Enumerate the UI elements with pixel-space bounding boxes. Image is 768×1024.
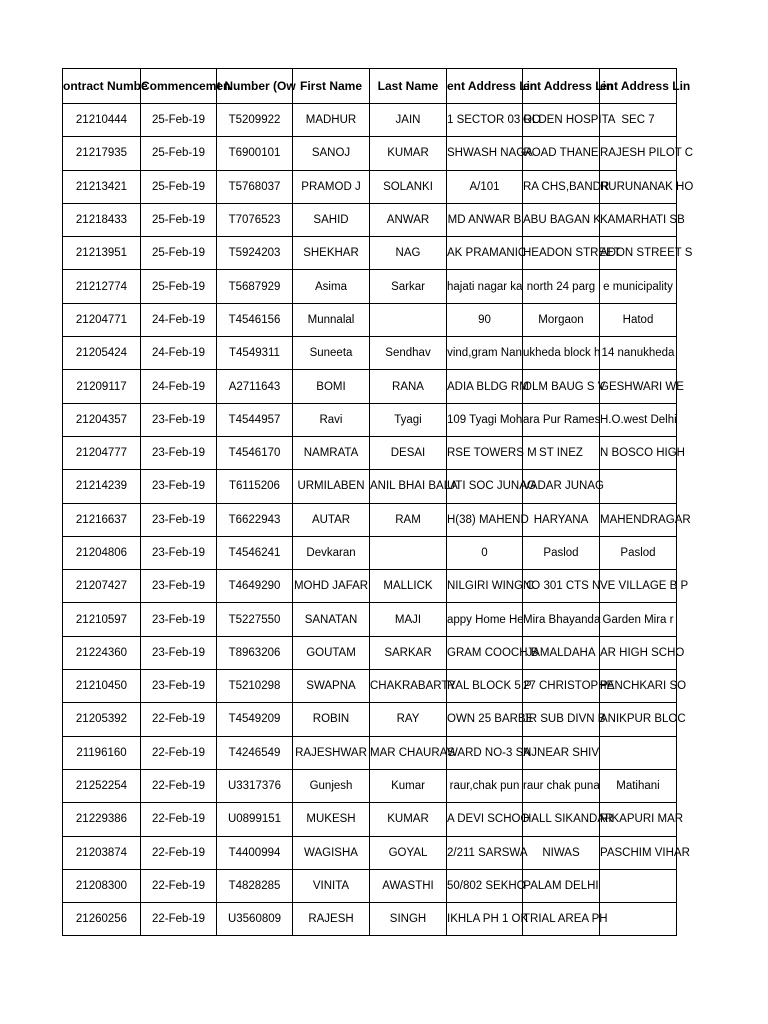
cell-last-name: CHAKRABARTY bbox=[370, 670, 447, 703]
cell-ticket-number: T5687929 bbox=[217, 270, 293, 303]
cell-address-line-3: AR HIGH SCHO bbox=[600, 636, 677, 669]
cell-address-line-2: OLDEN HOSPITA bbox=[523, 104, 600, 137]
cell-first-name: Asima bbox=[293, 270, 370, 303]
cell-ticket-number: T4649290 bbox=[217, 570, 293, 603]
cell-commencement: 23-Feb-19 bbox=[141, 403, 217, 436]
cell-address-line-1: AK PRAMANIC bbox=[447, 237, 523, 270]
cell-first-name: SAHID bbox=[293, 203, 370, 236]
cell-commencement: 25-Feb-19 bbox=[141, 170, 217, 203]
cell-contract-number: 21210444 bbox=[63, 104, 141, 137]
cell-commencement: 23-Feb-19 bbox=[141, 670, 217, 703]
table-header bbox=[63, 69, 691, 104]
cell-contract-number: 21213951 bbox=[63, 237, 141, 270]
cell-address-line-2: Morgaon bbox=[523, 303, 600, 336]
cell-contract-number: 21203874 bbox=[63, 836, 141, 869]
cell-address-line-1: 0 bbox=[447, 536, 523, 569]
cell-address-line-3: GESHWARI WE bbox=[600, 370, 677, 403]
cell-address-line-2: RA CHS,BANDR bbox=[523, 170, 600, 203]
cell-address-line-2: PALAM DELHI bbox=[523, 869, 600, 902]
cell-last-name: MAJI bbox=[370, 603, 447, 636]
cell-address-line-3: Garden Mira r bbox=[600, 603, 677, 636]
cell-contract-number: 21216637 bbox=[63, 503, 141, 536]
cell-address-line-2: 27 CHRISTOPHE bbox=[523, 670, 600, 703]
cell-commencement: 22-Feb-19 bbox=[141, 903, 217, 936]
cell-address-line-1: hajati nagar ka bbox=[447, 270, 523, 303]
cell-address-line-1: MD ANWAR B bbox=[447, 203, 523, 236]
cell-address-line-1: 2/211 SARSWA bbox=[447, 836, 523, 869]
cell-ticket-number: T8963206 bbox=[217, 636, 293, 669]
table-body bbox=[63, 104, 694, 936]
cell-address-line-3: H.O.west Delhi bbox=[600, 403, 677, 436]
cell-commencement: 25-Feb-19 bbox=[141, 270, 217, 303]
table-row bbox=[63, 403, 677, 436]
cell-last-name: DESAI bbox=[370, 436, 447, 469]
cell-commencement: 23-Feb-19 bbox=[141, 503, 217, 536]
cell-last-name: RAM bbox=[370, 503, 447, 536]
table-row bbox=[63, 536, 677, 569]
cell-address-line-1: 1 SECTOR 03 RO bbox=[447, 104, 523, 137]
cell-ticket-number: A2711643 bbox=[217, 370, 293, 403]
table-row bbox=[63, 769, 677, 802]
cell-address-line-3: Paslod bbox=[600, 536, 677, 569]
cell-contract-number: 21204357 bbox=[63, 403, 141, 436]
table-row bbox=[63, 170, 677, 203]
cell-address-line-1: UTI SOC JUNAG bbox=[447, 470, 523, 503]
cell-commencement: 22-Feb-19 bbox=[141, 769, 217, 802]
cell-address-line-3 bbox=[600, 869, 677, 902]
cell-ticket-number: T4546241 bbox=[217, 536, 293, 569]
header-contract-number: ontract Numbe bbox=[63, 69, 141, 104]
cell-address-line-2: TRIAL AREA PH bbox=[523, 903, 600, 936]
cell-ticket-number: T5210298 bbox=[217, 670, 293, 703]
cell-address-line-3: KAMARHATI SB bbox=[600, 203, 677, 236]
cell-last-name: NAG bbox=[370, 237, 447, 270]
cell-address-line-3: PASCHIM VIHAR bbox=[600, 836, 677, 869]
cell-address-line-1: A DEVI SCHOO bbox=[447, 803, 523, 836]
cell-address-line-2: VADAR JUNAG bbox=[523, 470, 600, 503]
cell-first-name: VINITA bbox=[293, 869, 370, 902]
cell-contract-number: 21252254 bbox=[63, 769, 141, 802]
cell-address-line-1: A/101 bbox=[447, 170, 523, 203]
header-last-name: Last Name bbox=[370, 69, 447, 104]
cell-commencement: 22-Feb-19 bbox=[141, 836, 217, 869]
cell-last-name: ANIL BHAI BALA bbox=[370, 470, 447, 503]
cell-last-name: JAIN bbox=[370, 104, 447, 137]
cell-ticket-number: T6622943 bbox=[217, 503, 293, 536]
cell-address-line-1: 109 Tyagi Moh bbox=[447, 403, 523, 436]
cell-address-line-2: NO 301 CTS N bbox=[523, 570, 600, 603]
cell-last-name bbox=[370, 536, 447, 569]
table-row bbox=[63, 370, 677, 403]
cell-ticket-number: T5924203 bbox=[217, 237, 293, 270]
cell-ticket-number: U3560809 bbox=[217, 903, 293, 936]
cell-first-name: BOMI bbox=[293, 370, 370, 403]
cell-address-line-1: IKHLA PH 1 OK bbox=[447, 903, 523, 936]
cell-first-name: Gunjesh bbox=[293, 769, 370, 802]
cell-last-name: SINGH bbox=[370, 903, 447, 936]
table-row bbox=[63, 104, 677, 137]
cell-last-name: MALLICK bbox=[370, 570, 447, 603]
cell-ticket-number: T4549209 bbox=[217, 703, 293, 736]
cell-contract-number: 21207427 bbox=[63, 570, 141, 603]
cell-ticket-number: T4546156 bbox=[217, 303, 293, 336]
cell-ticket-number: T6115206 bbox=[217, 470, 293, 503]
cell-commencement: 24-Feb-19 bbox=[141, 337, 217, 370]
cell-commencement: 22-Feb-19 bbox=[141, 803, 217, 836]
table-row bbox=[63, 869, 677, 902]
cell-ticket-number: U3317376 bbox=[217, 769, 293, 802]
table-row bbox=[63, 303, 677, 336]
table-row bbox=[63, 503, 677, 536]
cell-address-line-3: e municipality bbox=[600, 270, 677, 303]
cell-address-line-1: GRAM COOCH B bbox=[447, 636, 523, 669]
cell-address-line-2: ukheda block h bbox=[523, 337, 600, 370]
table-row bbox=[63, 903, 677, 936]
header-address-line-1: ent Address Lin bbox=[447, 69, 523, 104]
cell-address-line-2: ABU BAGAN K bbox=[523, 203, 600, 236]
cell-commencement: 23-Feb-19 bbox=[141, 603, 217, 636]
cell-first-name: SWAPNA bbox=[293, 670, 370, 703]
cell-address-line-3: N BOSCO HIGH bbox=[600, 436, 677, 469]
cell-contract-number: 21229386 bbox=[63, 803, 141, 836]
cell-address-line-2: JR SUB DIVN B bbox=[523, 703, 600, 736]
cell-address-line-1: raur,chak pun bbox=[447, 769, 523, 802]
table-row bbox=[63, 237, 677, 270]
cell-address-line-1: vind,gram Nan bbox=[447, 337, 523, 370]
cell-first-name: RAJESHWAR bbox=[293, 736, 370, 769]
cell-first-name: SHEKHAR bbox=[293, 237, 370, 270]
cell-commencement: 25-Feb-19 bbox=[141, 203, 217, 236]
cell-first-name: RAJESH bbox=[293, 903, 370, 936]
cell-address-line-3: VE VILLAGE B P bbox=[600, 570, 677, 603]
cell-ticket-number: T4546170 bbox=[217, 436, 293, 469]
cell-address-line-3: PANCHKARI SO bbox=[600, 670, 677, 703]
cell-first-name: AUTAR bbox=[293, 503, 370, 536]
cell-ticket-number: T4828285 bbox=[217, 869, 293, 902]
table-row bbox=[63, 670, 677, 703]
cell-address-line-2: JAMALDAHA bbox=[523, 636, 600, 669]
cell-first-name: Munnalal bbox=[293, 303, 370, 336]
cell-commencement: 22-Feb-19 bbox=[141, 869, 217, 902]
cell-address-line-3: Hatod bbox=[600, 303, 677, 336]
cell-address-line-1: SHWASH NAGA bbox=[447, 137, 523, 170]
cell-commencement: 25-Feb-19 bbox=[141, 104, 217, 137]
cell-first-name: Devkaran bbox=[293, 536, 370, 569]
cell-address-line-1: 50/802 SEKHO bbox=[447, 869, 523, 902]
cell-commencement: 23-Feb-19 bbox=[141, 570, 217, 603]
cell-address-line-3: RAJESH PILOT C bbox=[600, 137, 677, 170]
cell-address-line-1: WARD NO-3 SA bbox=[447, 736, 523, 769]
cell-address-line-2: NJNEAR SHIV bbox=[523, 736, 600, 769]
cell-address-line-2: OLM BAUG S V bbox=[523, 370, 600, 403]
cell-contract-number: 21210450 bbox=[63, 670, 141, 703]
cell-last-name: Kumar bbox=[370, 769, 447, 802]
cell-address-line-3 bbox=[600, 903, 677, 936]
cell-contract-number: 21204806 bbox=[63, 536, 141, 569]
cell-contract-number: 21217935 bbox=[63, 137, 141, 170]
cell-first-name: MOHD JAFAR bbox=[293, 570, 370, 603]
cell-address-line-3 bbox=[600, 470, 677, 503]
cell-ticket-number: T5227550 bbox=[217, 603, 293, 636]
cell-address-line-2: HEADON STREET bbox=[523, 237, 600, 270]
cell-address-line-2: ara Pur Rames bbox=[523, 403, 600, 436]
cell-address-line-3: RURUNANAK HO bbox=[600, 170, 677, 203]
cell-ticket-number: T4544957 bbox=[217, 403, 293, 436]
cell-last-name: MAR CHAURAS bbox=[370, 736, 447, 769]
cell-first-name: Suneeta bbox=[293, 337, 370, 370]
cell-last-name: KUMAR bbox=[370, 137, 447, 170]
cell-address-line-3: MAHENDRAGAR bbox=[600, 503, 677, 536]
cell-commencement: 25-Feb-19 bbox=[141, 237, 217, 270]
cell-address-line-1: NILGIRI WING C bbox=[447, 570, 523, 603]
cell-contract-number: 21208300 bbox=[63, 869, 141, 902]
cell-ticket-number: T5768037 bbox=[217, 170, 293, 203]
cell-address-line-3: 14 nanukheda bbox=[600, 337, 677, 370]
cell-contract-number: 21209117 bbox=[63, 370, 141, 403]
cell-contract-number: 21205424 bbox=[63, 337, 141, 370]
cell-address-line-3: ADON STREET S bbox=[600, 237, 677, 270]
cell-ticket-number: U0899151 bbox=[217, 803, 293, 836]
table-row bbox=[63, 203, 677, 236]
cell-ticket-number: T7076523 bbox=[217, 203, 293, 236]
cell-commencement: 24-Feb-19 bbox=[141, 370, 217, 403]
table-row bbox=[63, 137, 677, 170]
cell-contract-number: 21205392 bbox=[63, 703, 141, 736]
cell-address-line-3: RIKAPURI MAR bbox=[600, 803, 677, 836]
cell-commencement: 24-Feb-19 bbox=[141, 303, 217, 336]
cell-address-line-1: OWN 25 BARBE bbox=[447, 703, 523, 736]
header-first-name: First Name bbox=[293, 69, 370, 104]
table-row bbox=[63, 337, 677, 370]
cell-commencement: 23-Feb-19 bbox=[141, 470, 217, 503]
cell-first-name: SANOJ bbox=[293, 137, 370, 170]
cell-ticket-number: T4549311 bbox=[217, 337, 293, 370]
cell-address-line-3: ANIKPUR BLOC bbox=[600, 703, 677, 736]
cell-address-line-2: HARYANA bbox=[523, 503, 600, 536]
cell-last-name: Tyagi bbox=[370, 403, 447, 436]
cell-address-line-2: NIWAS bbox=[523, 836, 600, 869]
cell-address-line-1: RSE TOWERS M bbox=[447, 436, 523, 469]
cell-last-name: GOYAL bbox=[370, 836, 447, 869]
header-ticket-number: t Number (Ow bbox=[217, 69, 293, 104]
cell-last-name: Sendhav bbox=[370, 337, 447, 370]
cell-ticket-number: T4400994 bbox=[217, 836, 293, 869]
cell-last-name bbox=[370, 303, 447, 336]
header-commencement: Commencemen bbox=[141, 69, 217, 104]
cell-last-name: ANWAR bbox=[370, 203, 447, 236]
cell-ticket-number: T6900101 bbox=[217, 137, 293, 170]
cell-contract-number: 21204777 bbox=[63, 436, 141, 469]
cell-first-name: ROBIN bbox=[293, 703, 370, 736]
table-row bbox=[63, 270, 677, 303]
cell-first-name: MUKESH bbox=[293, 803, 370, 836]
cell-first-name: WAGISHA bbox=[293, 836, 370, 869]
cell-ticket-number: T4246549 bbox=[217, 736, 293, 769]
cell-last-name: SARKAR bbox=[370, 636, 447, 669]
cell-address-line-3: SEC 7 bbox=[600, 104, 677, 137]
cell-last-name: SOLANKI bbox=[370, 170, 447, 203]
cell-address-line-2: ROAD THANE bbox=[523, 137, 600, 170]
cell-address-line-2: Mira Bhayanda bbox=[523, 603, 600, 636]
cell-contract-number: 21212774 bbox=[63, 270, 141, 303]
cell-address-line-3: Matihani bbox=[600, 769, 677, 802]
cell-commencement: 23-Feb-19 bbox=[141, 536, 217, 569]
table-row bbox=[63, 803, 677, 836]
cell-first-name: PRAMOD J bbox=[293, 170, 370, 203]
cell-address-line-1: 90 bbox=[447, 303, 523, 336]
cell-address-line-2: HALL SIKANDAR bbox=[523, 803, 600, 836]
cell-contract-number: 21218433 bbox=[63, 203, 141, 236]
header-row bbox=[63, 69, 677, 104]
cell-commencement: 23-Feb-19 bbox=[141, 636, 217, 669]
contracts-table bbox=[62, 68, 694, 936]
header-address-line-3: ent Address Lin bbox=[600, 69, 677, 104]
table-row bbox=[63, 603, 677, 636]
header-address-line-2: ent Address Lin bbox=[523, 69, 600, 104]
cell-commencement: 25-Feb-19 bbox=[141, 137, 217, 170]
cell-commencement: 23-Feb-19 bbox=[141, 436, 217, 469]
cell-contract-number: 21214239 bbox=[63, 470, 141, 503]
cell-address-line-1: appy Home He bbox=[447, 603, 523, 636]
cell-commencement: 22-Feb-19 bbox=[141, 703, 217, 736]
table-row bbox=[63, 703, 677, 736]
table-row bbox=[63, 570, 677, 603]
cell-contract-number: 21204771 bbox=[63, 303, 141, 336]
cell-address-line-2: ST INEZ bbox=[523, 436, 600, 469]
cell-first-name: SANATAN bbox=[293, 603, 370, 636]
cell-contract-number: 21210597 bbox=[63, 603, 141, 636]
cell-address-line-2: north 24 parg bbox=[523, 270, 600, 303]
cell-last-name: RAY bbox=[370, 703, 447, 736]
table-row bbox=[63, 836, 677, 869]
cell-contract-number: 21196160 bbox=[63, 736, 141, 769]
cell-first-name: Ravi bbox=[293, 403, 370, 436]
cell-contract-number: 21224360 bbox=[63, 636, 141, 669]
cell-last-name: KUMAR bbox=[370, 803, 447, 836]
cell-last-name: Sarkar bbox=[370, 270, 447, 303]
cell-last-name: RANA bbox=[370, 370, 447, 403]
table-row bbox=[63, 436, 677, 469]
cell-contract-number: 21213421 bbox=[63, 170, 141, 203]
cell-first-name: NAMRATA bbox=[293, 436, 370, 469]
cell-address-line-2: raur chak puna bbox=[523, 769, 600, 802]
cell-address-line-2: Paslod bbox=[523, 536, 600, 569]
cell-first-name: URMILABEN bbox=[293, 470, 370, 503]
cell-first-name: GOUTAM bbox=[293, 636, 370, 669]
table-row bbox=[63, 470, 677, 503]
cell-ticket-number: T5209922 bbox=[217, 104, 293, 137]
cell-address-line-1: H(38) MAHEND bbox=[447, 503, 523, 536]
cell-first-name: MADHUR bbox=[293, 104, 370, 137]
cell-address-line-1: ADIA BLDG RM bbox=[447, 370, 523, 403]
cell-last-name: AWASTHI bbox=[370, 869, 447, 902]
table-row bbox=[63, 736, 677, 769]
cell-address-line-1: RAL BLOCK 5 P bbox=[447, 670, 523, 703]
cell-commencement: 22-Feb-19 bbox=[141, 736, 217, 769]
cell-address-line-3 bbox=[600, 736, 677, 769]
cell-contract-number: 21260256 bbox=[63, 903, 141, 936]
table-row bbox=[63, 636, 677, 669]
